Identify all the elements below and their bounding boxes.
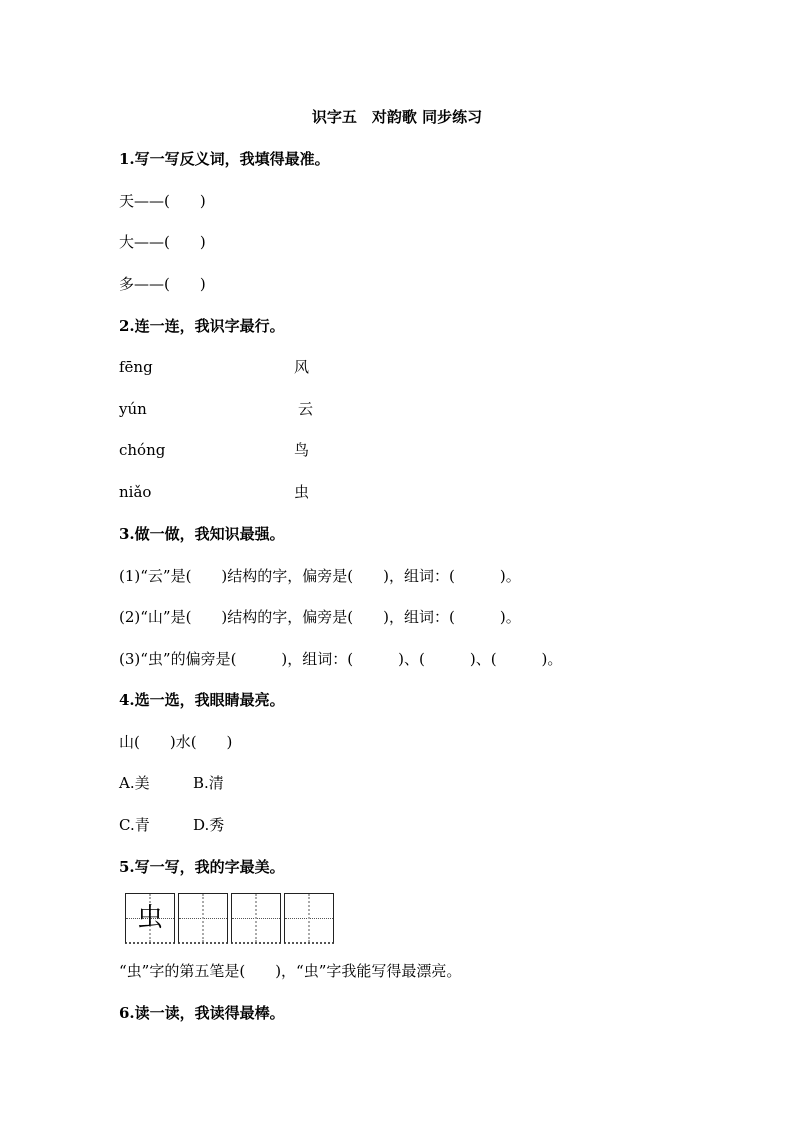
question-6-heading: 6.读一读，我读得最棒。 (119, 1004, 285, 1022)
option-b: B.清 (193, 774, 224, 792)
stroke-sentence: “虫”字的第五笔是( )，“虫”字我能写得最漂亮。 (119, 962, 462, 980)
antonym-item: 多——( ) (119, 275, 206, 293)
pinyin-item: yún (119, 400, 147, 418)
writing-cell[interactable] (125, 893, 175, 944)
structure-item: (3)“虫”的偏旁是( )，组词：( )、( )、( )。 (119, 650, 563, 668)
structure-item: (2)“山”是( )结构的字，偏旁是( )，组词：( )。 (119, 608, 521, 626)
choice-prompt: 山( )水( ) (119, 733, 233, 751)
guide-line-vertical (202, 894, 204, 942)
question-3-heading: 3.做一做，我知识最强。 (119, 525, 285, 543)
option-a: A.美 (119, 774, 150, 792)
character-item: 风 (294, 358, 310, 376)
antonym-item: 大——( ) (119, 233, 206, 251)
pinyin-item: niǎo (119, 483, 152, 501)
character-item: 虫 (294, 483, 310, 501)
page-title: 识字五 对韵歌 同步练习 (311, 108, 483, 126)
model-character: 虫 (136, 903, 163, 933)
option-d: D.秀 (193, 816, 225, 834)
antonym-item: 天——( ) (119, 192, 206, 210)
structure-item: (1)“云”是( )结构的字，偏旁是( )，组词：( )。 (119, 567, 521, 585)
question-5-heading: 5.写一写，我的字最美。 (119, 858, 285, 876)
writing-cell[interactable] (178, 893, 228, 944)
character-item: 鸟 (294, 441, 310, 459)
question-4-heading: 4.选一选，我眼睛最亮。 (119, 691, 285, 709)
question-2-heading: 2.连一连，我识字最行。 (119, 317, 285, 335)
character-item: 云 (298, 400, 314, 418)
pinyin-item: fēng (119, 358, 153, 376)
guide-line-vertical (308, 894, 310, 942)
writing-cell[interactable] (284, 893, 334, 944)
option-c: C.青 (119, 816, 150, 834)
question-1-heading: 1.写一写反义词，我填得最准。 (119, 150, 330, 168)
pinyin-item: chóng (119, 441, 166, 459)
guide-line-vertical (255, 894, 257, 942)
writing-cell[interactable] (231, 893, 281, 944)
